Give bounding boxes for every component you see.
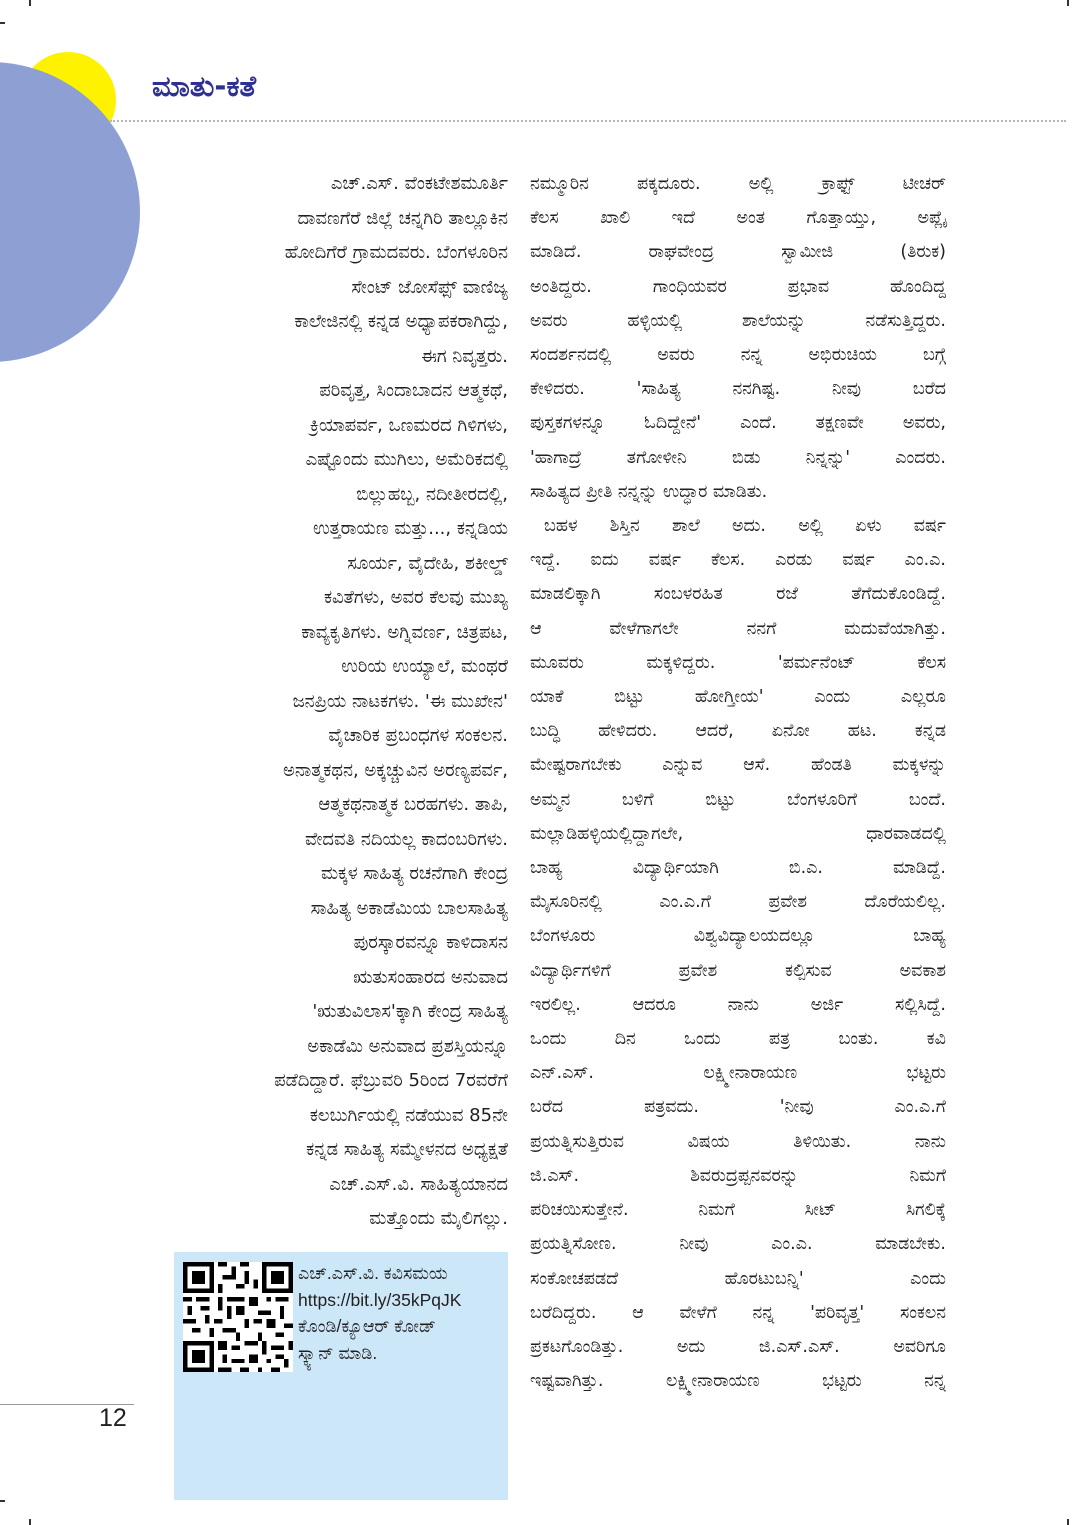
body-line: ಮೈಸೂರಿನಲ್ಲಿ ಎಂ.ಎ.ಗೆ ಪ್ರವೇಶ ದೊರೆಯಲಿಲ್ಲ. xyxy=(530,892,946,913)
body-line: ಬುದ್ಧಿ ಹೇಳಿದರು. ಆದರೆ, ಏನೋ ಹಟ. ಕನ್ನಡ xyxy=(530,721,946,742)
qr-caption-line: ಕೊಂಡಿ/ಕ್ಯೂಆರ್ ಕೋಡ್ xyxy=(298,1316,436,1336)
decorative-blue-circle xyxy=(0,62,140,362)
section-title: ಮಾತು-ಕತೆ xyxy=(152,69,257,103)
body-line: ಮಾಡಲಿಕ್ಕಾಗಿ ಸಂಬಳರಹಿತ ರಜೆ ತೆಗೆದುಕೊಂಡಿದ್ದೆ. xyxy=(530,584,946,605)
bio-line: ವೈಚಾರಿಕ ಪ್ರಬಂಧಗಳ ಸಂಕಲನ. xyxy=(328,725,508,746)
bio-line: ಕ್ರಿಯಾಪರ್ವ, ಒಣಮರದ ಗಿಳಿಗಳು, xyxy=(309,414,508,436)
bio-line: ಬಿಲ್ಲುಹಬ್ಬ, ನದೀತೀರದಲ್ಲಿ, xyxy=(356,483,508,505)
body-line: ಕೆಲಸ ಖಾಲಿ ಇದೆ ಅಂತ ಗೊತ್ತಾಯ್ತು, ಅಪ್ಲೈ xyxy=(530,208,946,229)
body-line: ಇರಲಿಲ್ಲ. ಆದರೂ ನಾನು ಅರ್ಜಿ ಸಲ್ಲಿಸಿದ್ದೆ. xyxy=(530,994,946,1015)
crop-mark xyxy=(0,22,5,24)
qr-caption-title: ಎಚ್.ಎಸ್.ವಿ. ಕವಿಸಮಯ xyxy=(298,1263,448,1283)
article-body-column xyxy=(530,167,946,1398)
body-line: ಪ್ರಯತ್ನಿಸುತ್ತಿರುವ ವಿಷಯ ತಿಳಿಯಿತು. ನಾನು xyxy=(530,1131,946,1152)
body-line: ಜಿ.ಎಸ್. ಶಿವರುದ್ರಪ್ಪನವರನ್ನು ನಿಮಗೆ xyxy=(530,1165,946,1186)
bio-line: ಸೇಂಟ್ ಜೋಸೆಫ್ಸ್ ವಾಣಿಜ್ಯ xyxy=(351,276,508,298)
body-line: ಸಂಕೋಚಪಡದೆ ಹೊರಟುಬನ್ನಿ' ಎಂದು xyxy=(530,1268,946,1289)
body-line: ಸಂದರ್ಶನದಲ್ಲಿ ಅವರು ನನ್ನ ಅಭಿರುಚಿಯ ಬಗ್ಗೆ xyxy=(530,345,946,366)
qr-caption xyxy=(298,1260,504,1366)
bio-line: ಋತುಸಂಹಾರದ ಅನುವಾದ xyxy=(353,966,508,988)
body-line: ಎನ್.ಎಸ್. ಲಕ್ಷ್ಮೀನಾರಾಯಣ ಭಟ್ಟರು xyxy=(530,1063,946,1084)
bio-line: ಎಚ್.ಎಸ್. ವೆಂಕಟೇಶಮೂರ್ತಿ xyxy=(330,173,508,194)
bio-line: ಎಚ್.ಎಸ್.ವಿ. ಸಾಹಿತ್ಯಯಾನದ xyxy=(329,1173,508,1195)
bio-line: ಅಕಾಡೆಮಿ ಅನುವಾದ ಪ್ರಶಸ್ತಿಯನ್ನೂ xyxy=(307,1035,508,1057)
qr-info-box xyxy=(174,1252,508,1500)
bio-line: ಕಾವ್ಯಕೃತಿಗಳು. ಅಗ್ನಿವರ್ಣ, ಚಿತ್ರಪಟ, xyxy=(301,621,508,643)
body-line: ಯಾಕೆ ಬಿಟ್ಟು ಹೋಗ್ತೀಯ' ಎಂದು ಎಲ್ಲರೂ xyxy=(530,687,946,708)
body-line: ಮಲ್ಲಾಡಿಹಳ್ಳಿಯಲ್ಲಿದ್ದಾಗಲೇ, ಧಾರವಾಡದಲ್ಲಿ xyxy=(530,823,946,844)
body-line: ಅವರು ಹಳ್ಳಿಯಲ್ಲಿ ಶಾಲೆಯನ್ನು ನಡೆಸುತ್ತಿದ್ದರು. xyxy=(530,310,946,331)
body-line: 'ಹಾಗಾದ್ರೆ ತಗೋಳೀನಿ ಬಿಡು ನಿನ್ನನ್ನು' ಎಂದರು. xyxy=(530,447,946,468)
bio-line: ಮತ್ತೊಂದು ಮೈಲಿಗಲ್ಲು. xyxy=(369,1208,508,1229)
body-line: ಬರೆದಿದ್ದರು. ಆ ವೇಳೆಗೆ ನನ್ನ 'ಪರಿವೃತ್ತ' ಸಂಕಲನ xyxy=(530,1302,946,1323)
bio-line: ಕನ್ನಡ ಸಾಹಿತ್ಯ ಸಮ್ಮೇಳನದ ಅಧ್ಯಕ್ಷತೆ xyxy=(306,1139,508,1160)
body-line: ಮೇಷ್ಟರಾಗಬೇಕು ಎನ್ನುವ ಆಸೆ. ಹೆಂಡತಿ ಮಕ್ಕಳನ್ನು xyxy=(530,755,946,776)
body-line: ಪ್ರಕಟಗೊಂಡಿತ್ತು. ಅದು ಜಿ.ಎಸ್.ಎಸ್. ಅವರಿಗೂ xyxy=(530,1336,946,1357)
body-line: ಅಮ್ಮನ ಬಳಿಗೆ ಬಿಟ್ಟು ಬೆಂಗಳೂರಿಗೆ ಬಂದೆ. xyxy=(530,789,946,810)
body-line: ಇದ್ದೆ. ಐದು ವರ್ಷ ಕೆಲಸ. ಎರಡು ವರ್ಷ ಎಂ.ಎ. xyxy=(530,550,946,571)
header-dotted-divider xyxy=(110,120,1066,122)
crop-mark xyxy=(29,1519,31,1525)
body-line: ಬಾಹ್ಯ ವಿದ್ಯಾರ್ಥಿಯಾಗಿ ಬಿ.ಎ. ಮಾಡಿದ್ದೆ. xyxy=(530,858,946,879)
qr-code-icon[interactable] xyxy=(183,1262,293,1372)
body-line: ಪ್ರಯತ್ನಿಸೋಣ. ನೀವು ಎಂ.ಎ. ಮಾಡಬೇಕು. xyxy=(530,1234,946,1255)
bio-line: ವೇದವತಿ ನದಿಯಲ್ಲ ಕಾದಂಬರಿಗಳು. xyxy=(304,828,508,850)
author-bio xyxy=(150,167,508,1237)
bio-line: ಎಷ್ಟೊಂದು ಮುಗಿಲು, ಅಮೆರಿಕದಲ್ಲಿ xyxy=(305,449,508,470)
body-line: ಮೂವರು ಮಕ್ಕಳಿದ್ದರು. 'ಪರ್ಮನೆಂಟ್ ಕೆಲಸ xyxy=(530,652,946,673)
body-line: ಪುಸ್ತಕಗಳನ್ನೂ ಓದಿದ್ದೇನೆ' ಎಂದೆ. ತಕ್ಷಣವೇ ಅವರು, xyxy=(530,413,946,434)
bio-line: ಹೋದಿಗೆರೆ ಗ್ರಾಮದವರು. ಬೆಂಗಳೂರಿನ xyxy=(284,242,508,263)
bio-line: ಕಲಬುರ್ಗಿಯಲ್ಲಿ ನಡೆಯುವ 85ನೇ xyxy=(309,1104,508,1126)
bio-line: ಕಾಲೇಜಿನಲ್ಲಿ ಕನ್ನಡ ಅಧ್ಯಾಪಕರಾಗಿದ್ದು, xyxy=(294,311,508,332)
bio-line: ಪರಿವೃತ್ತ, ಸಿಂದಾಬಾದನ ಆತ್ಮಕಥೆ, xyxy=(319,380,508,401)
body-line: ಬೆಂಗಳೂರು ವಿಶ್ವವಿದ್ಯಾಲಯದಲ್ಲೂ ಬಾಹ್ಯ xyxy=(530,926,946,947)
body-line: ವಿದ್ಯಾರ್ಥಿಗಳಿಗೆ ಪ್ರವೇಶ ಕಲ್ಪಿಸುವ ಅವಕಾಶ xyxy=(530,960,946,981)
bio-line: ಪಡೆದಿದ್ದಾರೆ. ಫೆಬ್ರುವರಿ 5ರಿಂದ 7ರವರೆಗೆ xyxy=(274,1070,508,1091)
bio-paragraph xyxy=(150,167,508,374)
body-line: ಬಹಳ ಶಿಸ್ತಿನ ಶಾಲೆ ಅದು. ಅಲ್ಲಿ ಏಳು ವರ್ಷ xyxy=(544,516,946,537)
body-line: ಕೇಳಿದರು. 'ಸಾಹಿತ್ಯ ನನಗಿಷ್ಟ. ನೀವು ಬರೆದ xyxy=(530,379,946,400)
bio-line: 'ಋತುವಿಲಾಸ'ಕ್ಕಾಗಿ ಕೇಂದ್ರ ಸಾಹಿತ್ಯ xyxy=(312,1001,508,1022)
bio-line: ಸಾಹಿತ್ಯ ಅಕಾಡೆಮಿಯ ಬಾಲಸಾಹಿತ್ಯ xyxy=(310,897,508,919)
body-line: ಆ ವೇಳೆಗಾಗಲೇ ನನಗೆ ಮದುವೆಯಾಗಿತ್ತು. xyxy=(530,618,946,639)
bio-line: ಸೂರ್ಯ, ವೈದೇಹಿ, ಶಕೀಲ್ಡ್ xyxy=(347,552,508,574)
body-line: ಮಾಡಿದೆ. ರಾಘವೇಂದ್ರ ಸ್ವಾಮೀಜಿ (ತಿರುಕ) xyxy=(530,242,946,263)
crop-mark xyxy=(29,0,31,6)
bio-line: ಮಕ್ಕಳ ಸಾಹಿತ್ಯ ರಚನೆಗಾಗಿ ಕೇಂದ್ರ xyxy=(320,863,508,884)
crop-mark xyxy=(0,1500,5,1502)
bio-line: ಪುರಸ್ಕಾರವನ್ನೂ ಕಾಳಿದಾಸನ xyxy=(353,932,508,953)
crop-mark xyxy=(1067,0,1069,6)
body-line: ಇಷ್ಟವಾಗಿತ್ತು. ಲಕ್ಷ್ಮೀನಾರಾಯಣ ಭಟ್ಟರು ನನ್ನ xyxy=(530,1371,946,1392)
page-number: 12 xyxy=(99,1404,127,1432)
qr-link[interactable]: https://bit.ly/35kPqJK xyxy=(298,1289,462,1310)
body-line: ಬರೆದ ಪತ್ರವದು. 'ನೀವು ಎಂ.ಎ.ಗೆ xyxy=(530,1097,946,1118)
bio-line: ಉರಿಯ ಉಯ್ಯಾಲೆ, ಮಂಥರೆ xyxy=(341,656,508,677)
bio-line: ಆತ್ಮಕಥನಾತ್ಮಕ ಬರಹಗಳು. ತಾಪಿ, xyxy=(318,794,508,815)
bio-line: ಅನಾತ್ಮಕಥನ, ಅಕ್ಕಚ್ಚುವಿನ ಅರಣ್ಯಪರ್ವ, xyxy=(283,759,508,781)
body-line: ಪರಿಚಯಿಸುತ್ತೇನೆ. ನಿಮಗೆ ಸೀಟ್ ಸಿಗಲಿಕ್ಕೆ xyxy=(530,1200,946,1221)
bio-line: ಉತ್ತರಾಯಣ ಮತ್ತು..., ಕನ್ನಡಿಯ xyxy=(312,518,508,539)
body-line: ಒಂದು ದಿನ ಒಂದು ಪತ್ರ ಬಂತು. ಕವಿ xyxy=(530,1029,946,1050)
bio-paragraph xyxy=(150,374,508,1237)
qr-caption-line: ಸ್ಕ್ಯಾನ್ ಮಾಡಿ. xyxy=(298,1342,378,1363)
bio-line: ಈಗ ನಿವೃತ್ತರು. xyxy=(421,345,508,367)
bio-line: ದಾವಣಗೆರೆ ಜಿಲ್ಲೆ ಚನ್ನಗಿರಿ ತಾಲ್ಲೂಕಿನ xyxy=(297,207,508,229)
body-line: ಸಾಹಿತ್ಯದ ಪ್ರೀತಿ ನನ್ನನ್ನು ಉದ್ಧಾರ ಮಾಡಿತು. xyxy=(530,481,768,502)
bio-line: ಕವಿತೆಗಳು, ಅವರ ಕೆಲವು ಮುಖ್ಯ xyxy=(323,587,508,608)
body-line: ಅಂತಿದ್ದರು. ಗಾಂಧಿಯವರ ಪ್ರಭಾವ ಹೊಂದಿದ್ದ xyxy=(530,276,946,297)
body-line: ನಮ್ಮೂರಿನ ಪಕ್ಕದೂರು. ಅಲ್ಲಿ ಕ್ರಾಫ್ಟ್ ಟೀಚರ್ xyxy=(530,174,946,194)
bio-line: ಜನಪ್ರಿಯ ನಾಟಕಗಳು. 'ಈ ಮುಖೇನ' xyxy=(292,690,508,712)
crop-mark xyxy=(1067,1519,1069,1525)
